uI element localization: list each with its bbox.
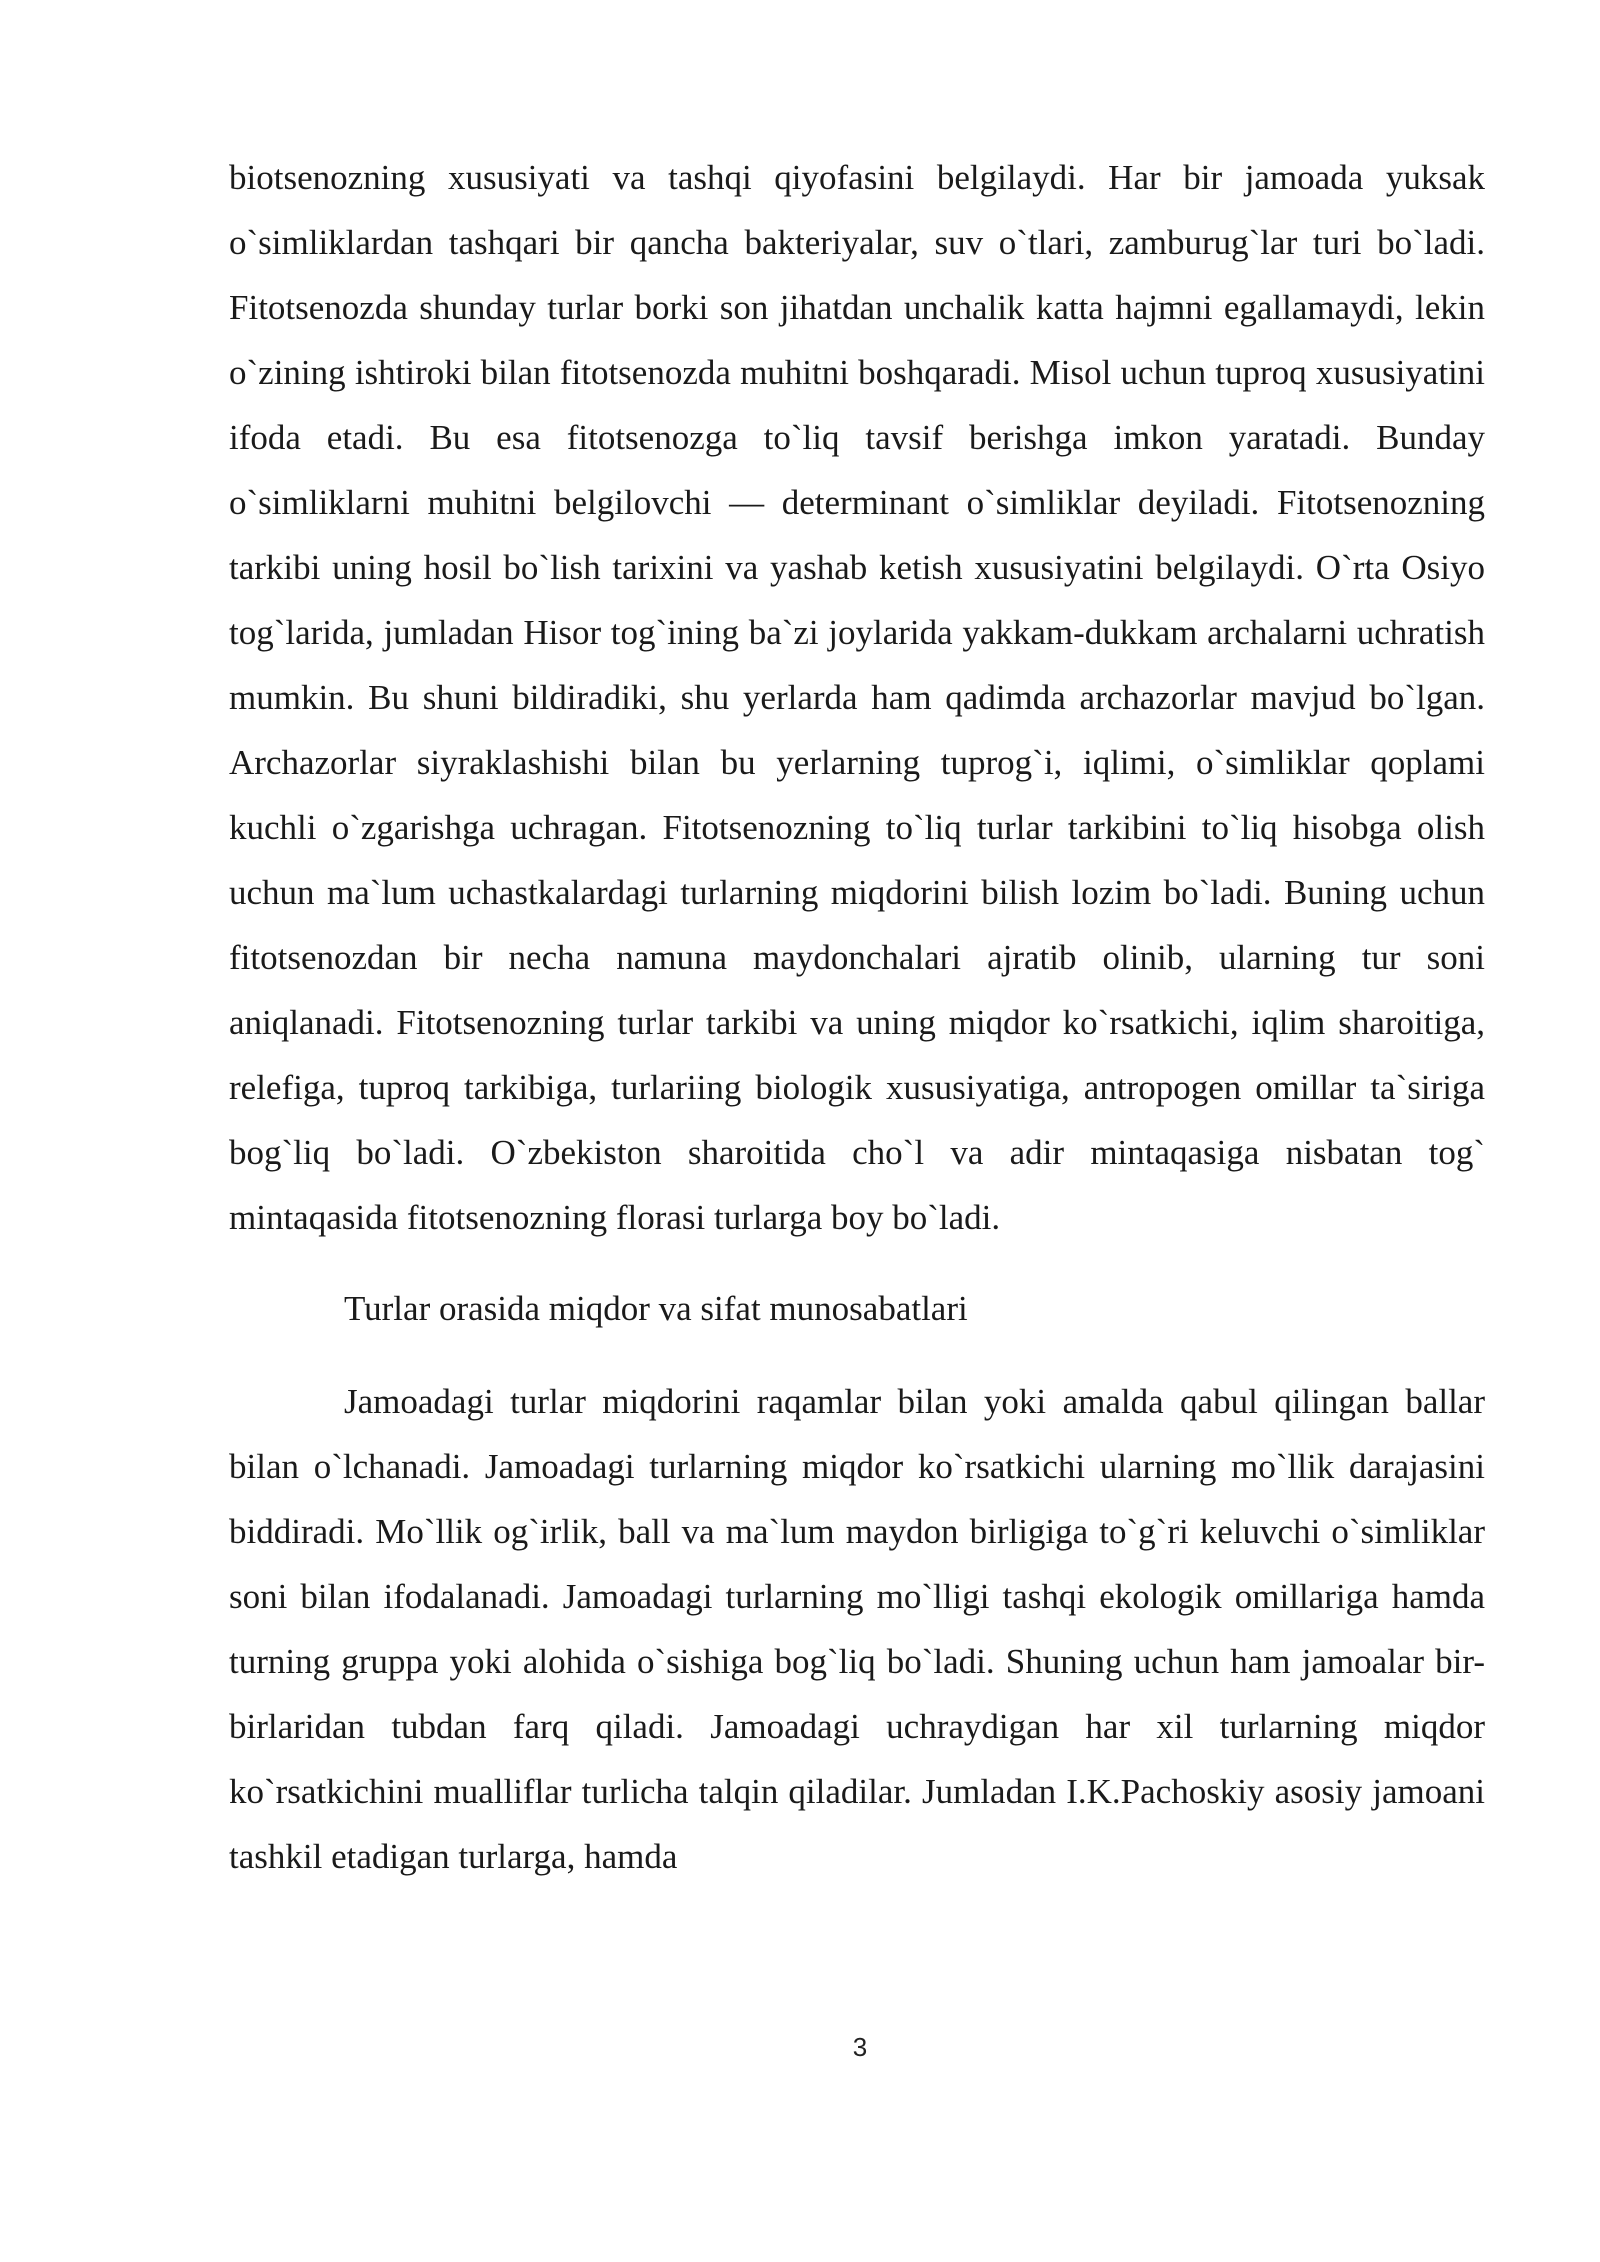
body-paragraph-1: biotsenozning xususiyati va tashqi qiyofasini belgilaydi. Har bir jamoada yuksak o`simliklardan tashqari bir qancha bakteriyalar, suv o`tlari, zamburug`lar turi bo`ladi. Fitotsenozda shunday turlar borki son jihatdan unchalik katta hajmni egallamaydi, lekin o`zining ishtiroki bilan fitotsenozda muhitni boshqaradi. Misol uchun tuproq xususiyatini ifoda etadi. Bu esa fitotsenozga to`liq tavsif berishga imkon yaratadi. Bunday o`simliklarni muhitni belgilovchi — determinant o`simliklar deyiladi. Fitotsenozning tarkibi uning hosil bo`lish tarixini va yashab ketish xususiyatini belgilaydi. O`rta Osiyo tog`larida, jumladan Hisor tog`ining ba`zi joylarida yakkam-dukkam archalarni uchratish mumkin. Bu shuni bildiradiki, shu yerlarda ham qadimda archazorlar mavjud bo`lgan. Archazorlar siyraklashishi bilan bu yerlarning tuprog`i, iqlimi, o`simliklar qoplami kuchli o`zgarishga uchragan. Fitotsenozning to`liq turlar tarkibini to`liq hisobga olish uchun ma`lum uchastkalardagi turlarning miqdorini bilish lozim bo`ladi. Buning uchun fitotsenozdan bir necha namuna maydonchalari ajratib olinib, ularning tur soni aniqlanadi. Fitotsenozning turlar tarkibi va uning miqdor ko`rsatkichi, iqlim sharoitiga, relefiga, tuproq tarkibiga, turlariing biologik xususiyatiga, antropogen omillar ta`siriga bog`liq bo`ladi. O`zbekiston sharoitida cho`l va adir mintaqasiga nisbatan tog` mintaqasida fitotsenozning florasi turlarga boy bo`ladi.: [229, 158, 1485, 1237]
spacer: [229, 1250, 1485, 1276]
section-heading: Turlar orasida miqdor va sifat munosabatlari: [344, 1289, 968, 1328]
body-paragraph-2: Jamoadagi turlar miqdorini raqamlar bilan yoki amalda qabul qilingan ballar bilan o`lchanadi. Jamoadagi turlarning miqdor ko`rsatkichi ularning mo`llik darajasini biddiradi. Mo`llik og`irlik, ball va ma`lum maydon birligiga to`g`ri keluvchi o`simliklar soni bilan ifodalanadi. Jamoadagi turlarning mo`lligi tashqi ekologik omillariga hamda turning gruppa yoki alohida o`sishiga bog`liq bo`ladi. Shuning uchun ham jamoalar bir-birlaridan tubdan farq qiladi. Jamoadagi uchraydigan har xil turlarning miqdor ko`rsatkichini mualliflar turlicha talqin qiladilar. Jumladan I.K.Pachoskiy asosiy jamoani tashkil etadigan turlarga, hamda: [229, 1382, 1485, 1876]
spacer: [229, 1341, 1485, 1369]
page-number: 3: [852, 2032, 868, 2062]
document-page: [229, 145, 1485, 1889]
